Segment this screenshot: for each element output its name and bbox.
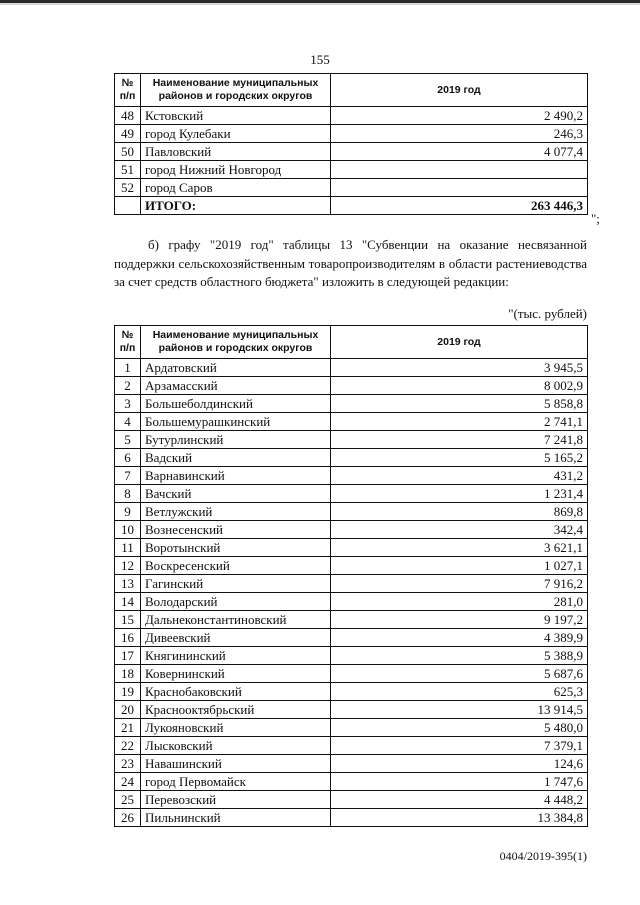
table-row xyxy=(115,683,588,701)
row-municipality: Воротынский xyxy=(141,539,331,557)
row-number: 18 xyxy=(115,665,141,683)
row-number: 13 xyxy=(115,575,141,593)
row-municipality: Большеболдинский xyxy=(141,395,331,413)
row-municipality: Краснобаковский xyxy=(141,683,331,701)
row-municipality: Большемурашкинский xyxy=(141,413,331,431)
table-row xyxy=(115,773,588,791)
table-row xyxy=(115,107,588,125)
row-value: 281,0 xyxy=(331,593,588,611)
unit-label: "(тыс. рублей) xyxy=(508,306,587,321)
row-municipality: Ковернинский xyxy=(141,665,331,683)
table-row xyxy=(115,665,588,683)
row-number: 25 xyxy=(115,791,141,809)
row-municipality: город Нижний Новгород xyxy=(141,161,331,179)
table-header-row xyxy=(115,74,588,107)
row-number: 6 xyxy=(115,449,141,467)
table-row xyxy=(115,755,588,773)
table-row xyxy=(115,467,588,485)
row-municipality: Володарский xyxy=(141,593,331,611)
table-row xyxy=(115,737,588,755)
row-municipality: город Кулебаки xyxy=(141,125,331,143)
table-row xyxy=(115,503,588,521)
row-municipality: Навашинский xyxy=(141,755,331,773)
table-row xyxy=(115,485,588,503)
page-number: 155 xyxy=(310,52,330,67)
header-municipality: Наименование муниципальных районов и городских округов xyxy=(141,74,331,107)
row-number: 5 xyxy=(115,431,141,449)
row-value xyxy=(331,161,588,179)
closing-quote: "; xyxy=(591,211,600,226)
row-value: 3 621,1 xyxy=(331,539,588,557)
row-municipality: Вачский xyxy=(141,485,331,503)
row-value: 4 389,9 xyxy=(331,629,588,647)
table-row xyxy=(115,359,588,377)
row-number: 2 xyxy=(115,377,141,395)
table-row xyxy=(115,125,588,143)
amendment-text: б) графу "2019 год" таблицы 13 "Субвенции на оказание несвязанной поддержки сельскохозяйственным товаропроизводителям в области растениеводства за счет средств областного бюджета" изложить в следующей редакции: xyxy=(114,237,587,289)
table-row xyxy=(115,791,588,809)
row-municipality: Варнавинский xyxy=(141,467,331,485)
header-number: № п/п xyxy=(115,74,141,107)
table-row xyxy=(115,611,588,629)
table-row xyxy=(115,647,588,665)
row-number: 50 xyxy=(115,143,141,161)
row-number: 17 xyxy=(115,647,141,665)
row-value: 431,2 xyxy=(331,467,588,485)
row-number: 11 xyxy=(115,539,141,557)
row-value: 124,6 xyxy=(331,755,588,773)
row-number: 16 xyxy=(115,629,141,647)
table-row xyxy=(115,593,588,611)
row-number: 52 xyxy=(115,179,141,197)
table-row xyxy=(115,431,588,449)
row-municipality: Краснооктябрьский xyxy=(141,701,331,719)
row-number: 12 xyxy=(115,557,141,575)
row-value: 2 490,2 xyxy=(331,107,588,125)
total-label: ИТОГО: xyxy=(141,197,331,215)
row-value: 625,3 xyxy=(331,683,588,701)
row-municipality: Ардатовский xyxy=(141,359,331,377)
row-number: 48 xyxy=(115,107,141,125)
row-number: 21 xyxy=(115,719,141,737)
row-value: 1 747,6 xyxy=(331,773,588,791)
row-number: 26 xyxy=(115,809,141,827)
subsidy-table-13 xyxy=(114,325,588,827)
scan-top-edge xyxy=(0,0,640,12)
row-municipality: Павловский xyxy=(141,143,331,161)
total-row xyxy=(115,197,588,215)
table-row xyxy=(115,521,588,539)
amendment-paragraph xyxy=(114,236,587,292)
table-row xyxy=(115,809,588,827)
row-municipality: Воскресенский xyxy=(141,557,331,575)
row-municipality: Лукояновский xyxy=(141,719,331,737)
row-number: 49 xyxy=(115,125,141,143)
total-value: 263 446,3 xyxy=(331,197,588,215)
document-code: 0404/2019-395(1) xyxy=(499,849,587,863)
total-empty-cell xyxy=(115,197,141,215)
header-year: 2019 год xyxy=(331,74,588,107)
table-row xyxy=(115,143,588,161)
row-number: 20 xyxy=(115,701,141,719)
table-row xyxy=(115,539,588,557)
row-municipality: Бутурлинский xyxy=(141,431,331,449)
row-municipality: Дивеевский xyxy=(141,629,331,647)
table-row xyxy=(115,719,588,737)
row-municipality: Перевозский xyxy=(141,791,331,809)
table-row xyxy=(115,161,588,179)
table-header-row xyxy=(115,326,588,359)
row-value: 7 916,2 xyxy=(331,575,588,593)
row-municipality: Княгининский xyxy=(141,647,331,665)
row-number: 14 xyxy=(115,593,141,611)
row-number: 51 xyxy=(115,161,141,179)
table-row xyxy=(115,629,588,647)
row-value: 4 077,4 xyxy=(331,143,588,161)
row-municipality: Ветлужский xyxy=(141,503,331,521)
row-value: 5 858,8 xyxy=(331,395,588,413)
row-number: 3 xyxy=(115,395,141,413)
row-municipality: Лысковский xyxy=(141,737,331,755)
header-number: № п/п xyxy=(115,326,141,359)
row-municipality: Пильнинский xyxy=(141,809,331,827)
table-row xyxy=(115,449,588,467)
row-value: 5 165,2 xyxy=(331,449,588,467)
row-value xyxy=(331,179,588,197)
row-value: 5 388,9 xyxy=(331,647,588,665)
row-number: 15 xyxy=(115,611,141,629)
row-number: 24 xyxy=(115,773,141,791)
row-number: 1 xyxy=(115,359,141,377)
row-number: 9 xyxy=(115,503,141,521)
row-value: 13 384,8 xyxy=(331,809,588,827)
row-number: 22 xyxy=(115,737,141,755)
table2-body xyxy=(115,359,588,827)
row-municipality: Кстовский xyxy=(141,107,331,125)
row-value: 869,8 xyxy=(331,503,588,521)
row-value: 13 914,5 xyxy=(331,701,588,719)
table1-body xyxy=(115,107,588,197)
row-value: 8 002,9 xyxy=(331,377,588,395)
row-number: 8 xyxy=(115,485,141,503)
row-value: 7 379,1 xyxy=(331,737,588,755)
row-municipality: Вознесенский xyxy=(141,521,331,539)
table-row xyxy=(115,377,588,395)
table-row xyxy=(115,575,588,593)
table-row xyxy=(115,413,588,431)
row-number: 7 xyxy=(115,467,141,485)
row-number: 19 xyxy=(115,683,141,701)
row-value: 2 741,1 xyxy=(331,413,588,431)
header-municipality: Наименование муниципальных районов и городских округов xyxy=(141,326,331,359)
row-number: 23 xyxy=(115,755,141,773)
row-value: 5 480,0 xyxy=(331,719,588,737)
row-municipality: город Саров xyxy=(141,179,331,197)
header-year: 2019 год xyxy=(331,326,588,359)
row-value: 7 241,8 xyxy=(331,431,588,449)
row-municipality: Гагинский xyxy=(141,575,331,593)
table-row xyxy=(115,395,588,413)
row-value: 4 448,2 xyxy=(331,791,588,809)
row-value: 246,3 xyxy=(331,125,588,143)
row-value: 5 687,6 xyxy=(331,665,588,683)
row-municipality: город Первомайск xyxy=(141,773,331,791)
row-value: 9 197,2 xyxy=(331,611,588,629)
subsidy-table-continued xyxy=(114,73,588,215)
row-value: 1 027,1 xyxy=(331,557,588,575)
row-number: 4 xyxy=(115,413,141,431)
row-value: 3 945,5 xyxy=(331,359,588,377)
table-row xyxy=(115,701,588,719)
row-number: 10 xyxy=(115,521,141,539)
row-value: 342,4 xyxy=(331,521,588,539)
table-row xyxy=(115,179,588,197)
row-municipality: Вадский xyxy=(141,449,331,467)
table-row xyxy=(115,557,588,575)
row-municipality: Дальнеконстантиновский xyxy=(141,611,331,629)
row-municipality: Арзамасский xyxy=(141,377,331,395)
row-value: 1 231,4 xyxy=(331,485,588,503)
